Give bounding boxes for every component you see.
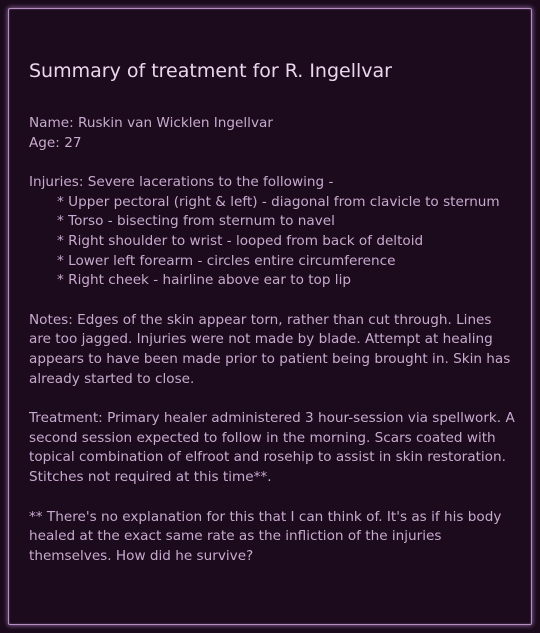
patient-name: Name: Ruskin van Wicklen Ingellvar	[29, 115, 273, 131]
injuries-section	[29, 173, 517, 291]
patient-age: Age: 27	[29, 134, 82, 151]
injuries-heading: Injuries: Severe lacerations to the following -	[29, 174, 334, 191]
injury-item: * Lower left forearm - circles entire circumference	[57, 252, 396, 269]
treatment-text: Treatment: Primary healer administered 3 hour-session via spellwork. A second session expected to follow in the morning. Scars coated with topical combination of elfroot and rosehip to assist in skin restoration. Stitches not required at this time**.	[29, 410, 515, 485]
notes-text: Notes: Edges of the skin appear torn, rather than cut through. Lines are too jagged. Injuries were not made by blade. Attempt at healing appears to have been made prior to patient being brought in. Skin has already started to close.	[29, 311, 511, 387]
injury-item: * Right cheek - hairline above ear to top lip	[57, 272, 351, 289]
patient-info	[29, 114, 517, 153]
injury-item: * Upper pectoral (right & left) - diagonal from clavicle to sternum	[57, 193, 500, 210]
notes-section	[29, 311, 517, 389]
footnote-text: ** There's no explanation for this that I can think of. It's as if his body healed at the exact same rate as the infliction of the injuries themselves. How did he survive?	[29, 508, 502, 564]
treatment-section	[29, 409, 517, 487]
injury-item: * Right shoulder to wrist - looped from back of deltoid	[57, 232, 424, 249]
injury-item: * Torso - bisecting from sternum to navel	[57, 213, 335, 230]
footnote-section	[29, 508, 517, 567]
document-title: Summary of treatment for R. Ingellvar	[29, 60, 392, 82]
document-content	[29, 58, 517, 586]
